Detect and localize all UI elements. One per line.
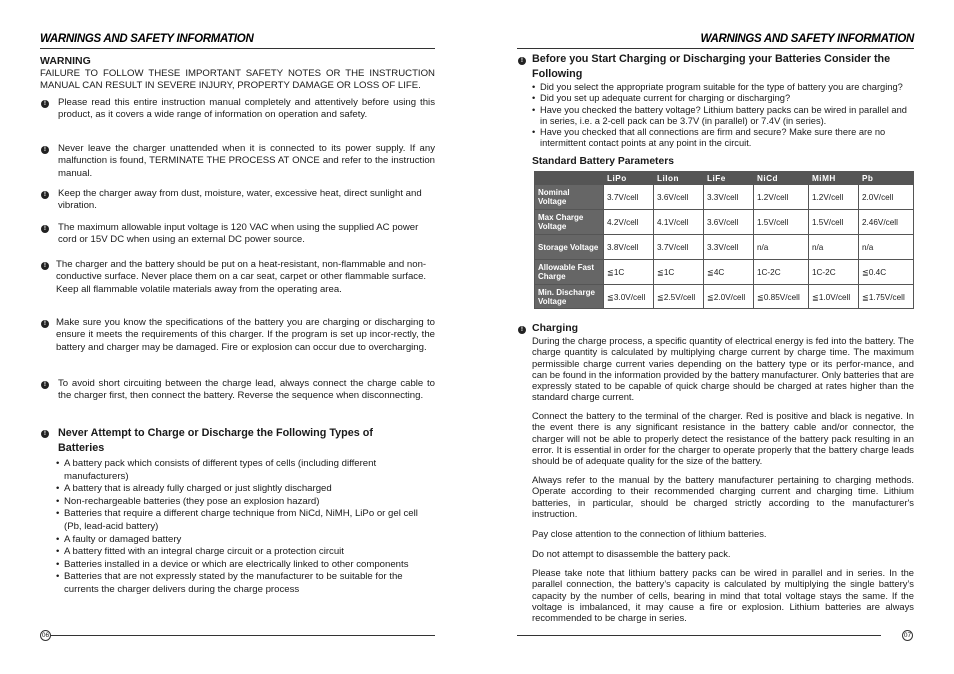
alert-icon: ! (41, 381, 49, 389)
before-charging-title: Before you Start Charging or Discharging your Batteries Consider the Following (532, 53, 891, 80)
charging-paragraph: Do not attempt to disassemble the battery pack. (532, 548, 731, 559)
safety-note: Never leave the charger unattended when it is connected to its power supply. If any malfunction is found, TERMINATE THE PROCESS AT ONCE and refer to the instruction manual. (58, 143, 435, 179)
list-item: • A battery pack which consists of different types of cells (including different manufacturers) (58, 458, 418, 483)
list-item: • Did you select the appropriate program suitable for the type of battery you are charging? (534, 82, 914, 93)
list-item: • Batteries that require a different charge technique from NiCd, NiMH, LiPo or gel cell (Pb, lead-acid battery) (58, 508, 418, 533)
table-cell: 3.3V/cell (703, 235, 753, 260)
safety-note: Keep the charger away from dust, moisture, water, excessive heat, direct sunlight and vibration. (58, 188, 422, 212)
table-header-cell: MiMH (808, 172, 858, 185)
table-cell: ≦0.4C (858, 260, 913, 285)
charging-paragraph: Connect the battery to the terminal of the charger. Red is positive and black is negative. In the event there is any significant resistance in the battery cable and/or connector, the charger will not be able to properly detect the resistance of the battery pack resulting in an error. It is essential in order for the charger to operate properly that the battery charge leads should be of adequate quality for the size of the battery. (532, 410, 914, 467)
alert-icon: ! (41, 225, 49, 233)
table-cell: 2.0V/cell (858, 185, 913, 210)
charging-paragraph: Please take note that lithium battery packs can be wired in parallel and in series. In the parallel connection, the battery’s capacity is calculated by multiplying the single battery’s capacity by the number of cells, bearing in mind that total voltage stays the same. If the voltage is imbalanced, it may cause a fire or explosion. Lithium batteries are always recommended to be charge in series. (532, 567, 914, 624)
alert-icon: ! (41, 100, 49, 108)
table-cell: ≦3.0V/cell (604, 285, 654, 309)
right-page (477, 0, 954, 674)
safety-note: Make sure you know the specifications of the battery you are charging or discharging to ensure it meets the requirements of this charger. If the program is set up incor-rectly, the battery and charger may be damaged. Fire or explosion can occur due to overcharging. (56, 317, 435, 353)
table-cell: ≦2.0V/cell (703, 285, 753, 309)
safety-note: To avoid short circuiting between the charge lead, always connect the charge cable to the charger first, then connect the battery. Reverse the sequence when disconnecting. (58, 378, 435, 402)
table-cell: n/a (858, 235, 913, 260)
table-row (535, 285, 914, 309)
table-header-cell: LiPo (604, 172, 654, 185)
warning-title: WARNING (40, 55, 91, 67)
list-item: • Have you checked the battery voltage? Lithium battery packs can be wired in parallel and in series, i.e. a 2-cell pack can be 3.7V (in parallel) or 7.4V (in series). (534, 105, 914, 128)
table-cell: 3.6V/cell (653, 185, 703, 210)
table-cell: n/a (753, 235, 808, 260)
right-footer-rule (517, 635, 881, 636)
right-page-header: WARNINGS AND SAFETY INFORMATION (700, 33, 914, 45)
alert-icon: ! (518, 57, 526, 65)
table-cell: 4.1V/cell (653, 210, 703, 235)
table-cell: 1C-2C (753, 260, 808, 285)
charging-title: Charging (532, 322, 579, 334)
charging-paragraph: Always refer to the manual by the battery manufacturer pertaining to charging methods. Operate according to their recommended charging current and charging time. Lithium batteries, in particular, should be charged strictly according to the manufacturer's instruction. (532, 474, 914, 519)
never-attempt-title: Never Attempt to Charge or Discharge the Following Types of Batteries (58, 427, 373, 454)
list-item: • Have you checked that all connections are firm and secure? Make sure there are no intermittent contact points at any point in the circuit. (534, 127, 914, 150)
never-attempt-list (58, 458, 418, 597)
table-cell: 3.7V/cell (604, 185, 654, 210)
table-cell: ≦1.0V/cell (808, 285, 858, 309)
list-item: • A faulty or damaged battery (58, 534, 418, 547)
table-header-cell: NiCd (753, 172, 808, 185)
list-item: • A battery that is already fully charged or just slightly discharged (58, 483, 418, 496)
list-item: • Batteries installed in a device or which are electrically linked to other components (58, 559, 418, 572)
list-item: • Batteries that are not expressly stated by the manufacturer to be suitable for the currents the charger delivers during the charge process (58, 571, 418, 596)
charging-paragraph: During the charge process, a specific quantity of electrical energy is fed into the battery. The charge quantity is calculated by multiplying charge current by charge time. The maximum permissible charge current varies depending on the battery type or its perfor-mance, and can be found in the information provided by the battery manufacturer. Only batteries that are expressly stated to be capable of quick charge should be charged at rates higher than the standard charge current. (532, 335, 914, 403)
table-header-row (535, 172, 914, 185)
battery-parameters-table (534, 171, 914, 309)
table-row (535, 210, 914, 235)
right-header-rule (517, 48, 914, 49)
before-charging-list (534, 82, 914, 150)
charging-paragraph: Pay close attention to the connection of lithium batteries. (532, 528, 767, 539)
alert-icon: ! (41, 191, 49, 199)
table-cell: ≦4C (703, 260, 753, 285)
table-cell: 1C-2C (808, 260, 858, 285)
table-row (535, 235, 914, 260)
table-cell: ≦1C (653, 260, 703, 285)
table-header-cell: LiFe (703, 172, 753, 185)
table-cell: ≦2.5V/cell (653, 285, 703, 309)
left-footer-rule (50, 635, 435, 636)
table-cell: 3.7V/cell (653, 235, 703, 260)
table-cell: 1.5V/cell (808, 210, 858, 235)
list-item: • Non-rechargeable batteries (they pose an explosion hazard) (58, 496, 418, 509)
row-label: Storage Voltage (535, 235, 604, 260)
left-page-header: WARNINGS AND SAFETY INFORMATION (40, 33, 254, 45)
table-cell: 3.6V/cell (703, 210, 753, 235)
table-cell: 3.3V/cell (703, 185, 753, 210)
row-label: Nominal Voltage (535, 185, 604, 210)
table-header-cell: Pb (858, 172, 913, 185)
table-row (535, 185, 914, 210)
warning-text: FAILURE TO FOLLOW THESE IMPORTANT SAFETY NOTES OR THE INSTRUCTION MANUAL CAN RESULT IN SEVERE INJURY, PROPERTY DAMAGE OR LOSS OF LIFE. (40, 68, 435, 92)
table-cell: 2.46V/cell (858, 210, 913, 235)
table-row (535, 260, 914, 285)
table-title: Standard Battery Parameters (532, 156, 674, 167)
alert-icon: ! (41, 430, 49, 438)
table-cell: n/a (808, 235, 858, 260)
table-cell: 1.2V/cell (753, 185, 808, 210)
table-cell: 1.5V/cell (753, 210, 808, 235)
table-cell: ≦1C (604, 260, 654, 285)
page-number: 06 (41, 632, 50, 639)
table-cell: 3.8V/cell (604, 235, 654, 260)
page-number: 07 (903, 632, 912, 639)
row-label: Allowable Fast Charge (535, 260, 604, 285)
row-label: Max Charge Voltage (535, 210, 604, 235)
left-header-rule (40, 48, 435, 49)
safety-note: The maximum allowable input voltage is 120 VAC when using the supplied AC power cord or 15V DC when using an external DC power source. (58, 222, 419, 246)
safety-note: The charger and the battery should be put on a heat-resistant, non-flammable and non-conductive surface. Never place them on a car seat, carpet or other flammable surface. Keep all flammable volatile materials away from the operating area. (56, 259, 427, 295)
alert-icon: ! (41, 320, 49, 328)
alert-icon: ! (518, 326, 526, 334)
safety-note: Please read this entire instruction manual completely and attentively before using this product, as it covers a wide range of information on operation and safety. (58, 97, 435, 121)
alert-icon: ! (41, 146, 49, 154)
list-item: • Did you set up adequate current for charging or discharging? (534, 93, 914, 104)
table-header-cell: LiIon (653, 172, 703, 185)
row-label: Min. Discharge Voltage (535, 285, 604, 309)
table-cell: ≦1.75V/cell (858, 285, 913, 309)
table-cell: 4.2V/cell (604, 210, 654, 235)
table-cell: ≦0.85V/cell (753, 285, 808, 309)
table-cell: 1.2V/cell (808, 185, 858, 210)
list-item: • A battery fitted with an integral charge circuit or a protection circuit (58, 546, 418, 559)
alert-icon: ! (41, 262, 49, 270)
table-header-cell (535, 172, 604, 185)
